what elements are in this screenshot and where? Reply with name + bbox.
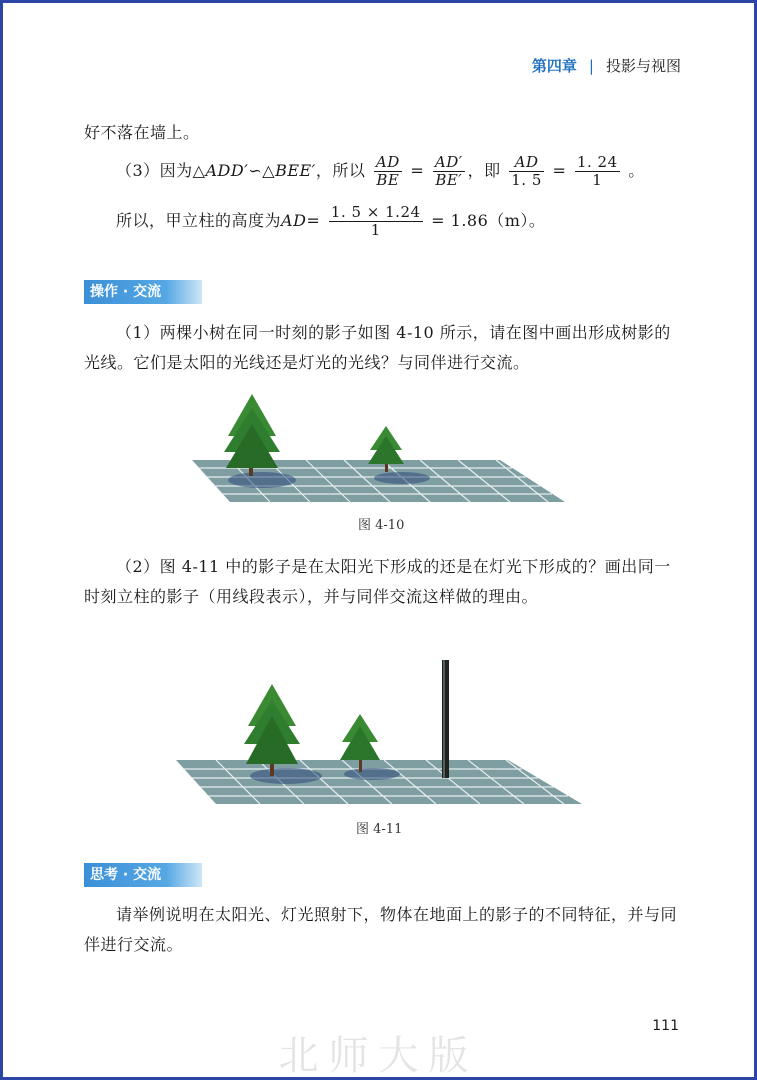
ground-grid [176, 760, 582, 804]
header-divider: | [588, 57, 594, 75]
fraction-adp-bep: $\frac{AD'}{BE'}$ [434, 153, 463, 189]
question-3: 请举例说明在太阳光、灯光照射下，物体在地面上的影子的不同特征，并与同伴进行交流。 [84, 905, 678, 954]
section-heading-operate: 操作 · 交流 [84, 280, 202, 304]
chapter-title: 投影与视图 [605, 57, 681, 75]
question-2: （2）图 4-11 中的影子是在太阳光下形成的还是在灯光下形成的？画出同一时刻立柱的影子（用线段表示），并与同伴交流这样做的理由。 [84, 557, 671, 606]
pole [442, 660, 449, 778]
fraction-1-24-1: $\frac{1. 24}{1}$ [576, 153, 618, 189]
tree-shadow [250, 768, 322, 784]
tree-shadow [374, 472, 430, 484]
tree-icon [244, 684, 300, 776]
running-header [532, 55, 681, 76]
fraction-ad-1-5: $\frac{AD}{1. 5}$ [511, 153, 542, 189]
page-number: 111 [652, 1018, 679, 1034]
figure-4-11-caption: 图 4-11 [356, 822, 403, 837]
tree-shadow [344, 768, 400, 780]
paragraph-step-3: （3）因为△ADD′∽△BEE′，所以 $\frac{AD}{BE}$ = $\frac{AD'}{BE'}$ ，即 $\frac{AD}{1. 5}$ = $\frac{1. 24}{1}$ 。 [116, 153, 645, 189]
tree-icon [224, 394, 280, 476]
tree-shadow [228, 472, 296, 488]
fraction-ad-be: $\frac{AD}{BE}$ [375, 153, 400, 189]
question-1: （1）两棵小树在同一时刻的影子如图 4-10 所示，请在图中画出形成树影的光线。它们是太阳的光线还是灯光的光线？与同伴进行交流。 [84, 323, 671, 372]
paragraph-continuation: 好不落在墙上。 [84, 123, 200, 142]
paragraph-result: 所以，甲立柱的高度为AD= $\frac{1. 5 \times 1.24}{1}$ = 1.86（m）。 [116, 203, 546, 239]
figure-4-10-caption: 图 4-10 [358, 518, 405, 533]
watermark: 北师大版 [278, 1033, 479, 1079]
figure-4-11 [172, 656, 584, 806]
figure-4-10 [190, 390, 570, 508]
section-heading-think: 思考 · 交流 [84, 863, 202, 887]
fraction-result: $\frac{1. 5 \times 1.24}{1}$ [330, 203, 421, 239]
chapter-label: 第四章 [531, 57, 577, 75]
